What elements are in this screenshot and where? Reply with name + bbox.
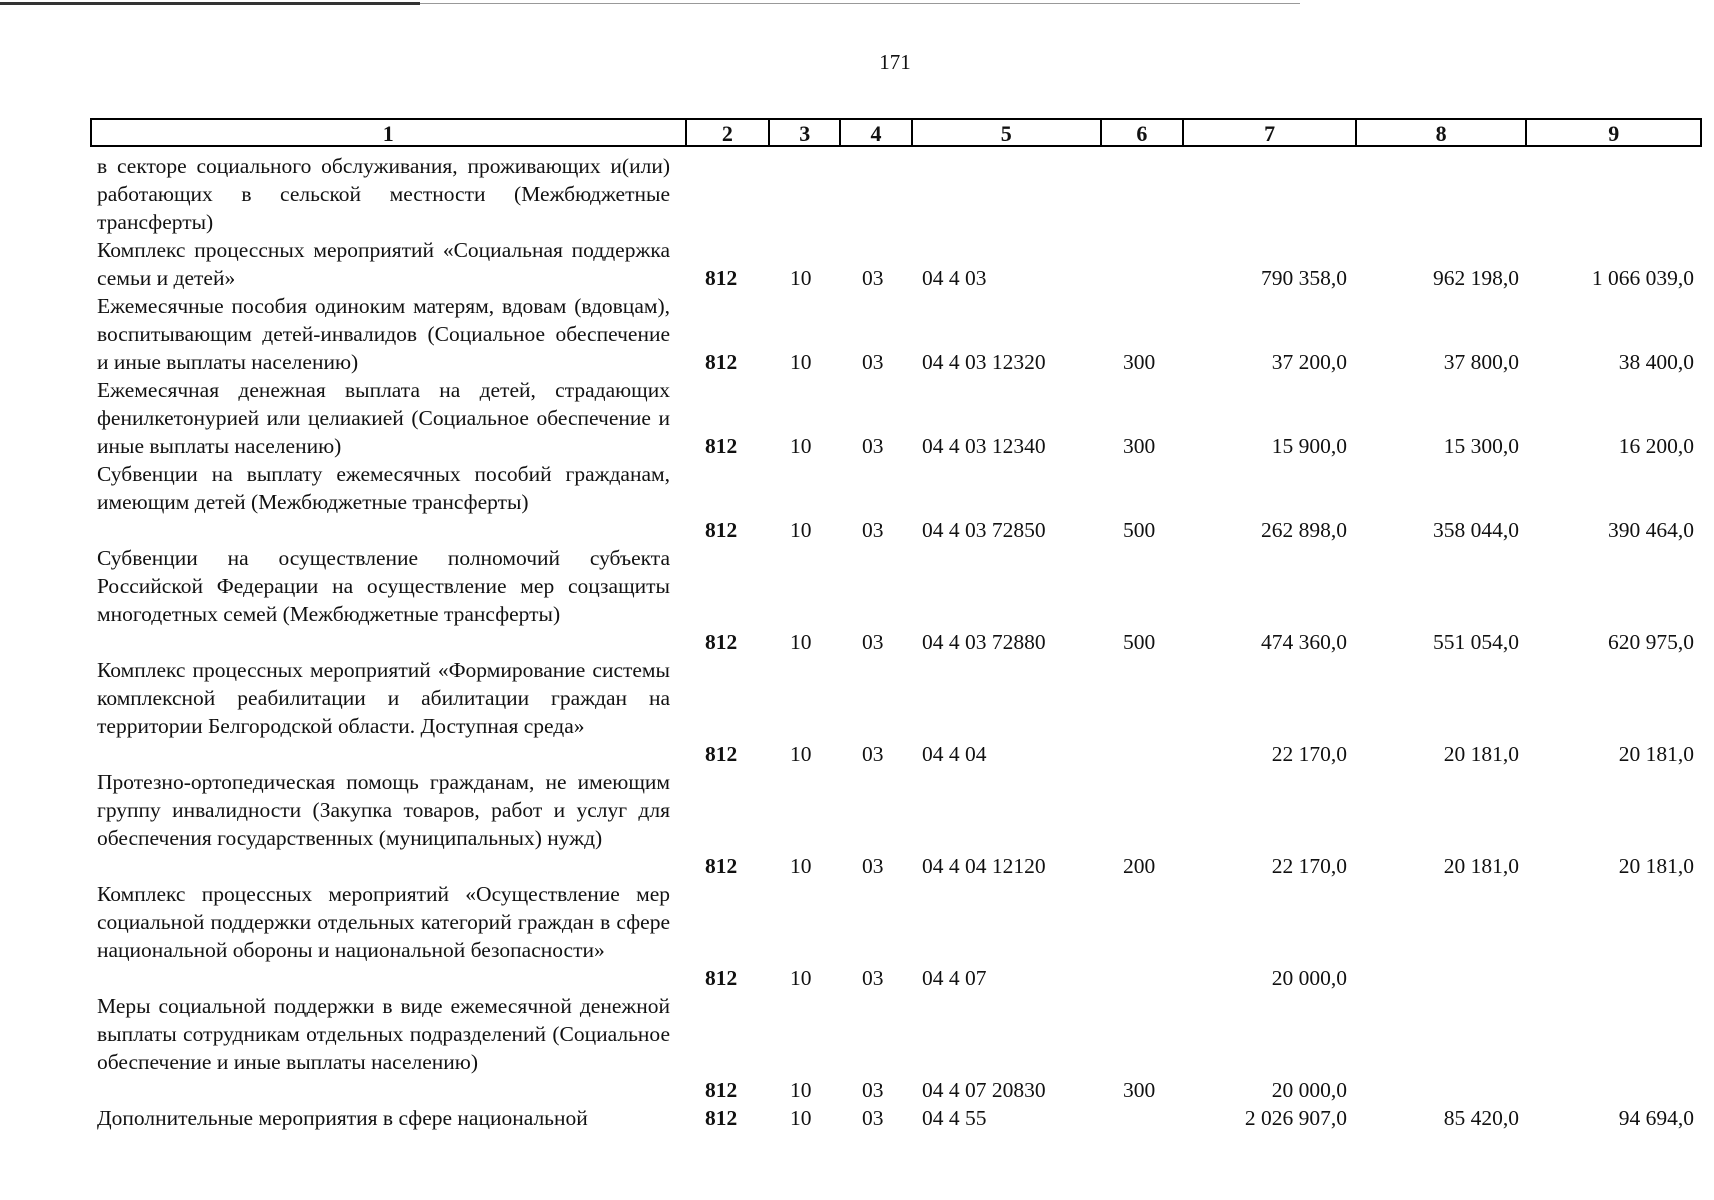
table-row	[0, 460, 1714, 544]
expense-type: 500	[1123, 518, 1156, 542]
target-article: 04 4 03 72880	[922, 630, 1046, 654]
row-description: Ежемесячная денежная выплата на детей, страдающих фенилкетонурией или целиакией (Социальное обеспечение и иные выплаты населению)	[97, 378, 670, 458]
header-col-2: 2	[687, 120, 771, 145]
expense-type: 300	[1123, 434, 1156, 458]
table-row	[0, 236, 1714, 292]
expense-type: 300	[1123, 1078, 1156, 1102]
target-article: 04 4 55	[922, 1106, 987, 1130]
row-description: Ежемесячные пособия одиноким матерям, вдовам (вдовцам), воспитывающим детей-инвалидов (Социальное обеспечение и иные выплаты населению)	[97, 294, 670, 374]
amount-year-1: 20 000,0	[1271, 966, 1347, 990]
target-article: 04 4 04	[922, 742, 987, 766]
row-description: Субвенции на осуществление полномочий субъекта Российской Федерации на осуществление мер соцзащиты многодетных семей (Межбюджетные трансферты)	[97, 546, 670, 626]
amount-year-3: 38 400,0	[1618, 350, 1694, 374]
row-description: Меры социальной поддержки в виде ежемесячной денежной выплаты сотрудникам отдельных подразделений (Социальное обеспечение и иные выплаты населению)	[97, 994, 670, 1074]
header-col-4: 4	[841, 120, 913, 145]
section-code: 10	[790, 966, 812, 990]
amount-year-1: 474 360,0	[1261, 630, 1347, 654]
amount-year-1: 15 900,0	[1271, 434, 1347, 458]
subsection-code: 03	[862, 266, 884, 290]
ministry-code: 812	[705, 1106, 738, 1130]
ministry-code: 812	[705, 966, 738, 990]
subsection-code: 03	[862, 434, 884, 458]
header-col-3: 3	[770, 120, 841, 145]
subsection-code: 03	[862, 742, 884, 766]
ministry-code: 812	[705, 350, 738, 374]
table-row	[0, 880, 1714, 992]
section-code: 10	[790, 1078, 812, 1102]
target-article: 04 4 07	[922, 966, 987, 990]
subsection-code: 03	[862, 966, 884, 990]
section-code: 10	[790, 266, 812, 290]
amount-year-2: 20 181,0	[1443, 742, 1519, 766]
target-article: 04 4 07 20830	[922, 1078, 1046, 1102]
section-code: 10	[790, 854, 812, 878]
amount-year-3: 1 066 039,0	[1591, 266, 1694, 290]
target-article: 04 4 03	[922, 266, 987, 290]
subsection-code: 03	[862, 854, 884, 878]
amount-year-1: 20 000,0	[1271, 1078, 1347, 1102]
amount-year-1: 262 898,0	[1261, 518, 1347, 542]
amount-year-1: 790 358,0	[1261, 266, 1347, 290]
amount-year-3: 20 181,0	[1618, 742, 1694, 766]
amount-year-1: 22 170,0	[1271, 742, 1347, 766]
target-article: 04 4 04 12120	[922, 854, 1046, 878]
amount-year-3: 94 694,0	[1618, 1106, 1694, 1130]
amount-year-2: 85 420,0	[1443, 1106, 1519, 1130]
amount-year-2: 551 054,0	[1433, 630, 1519, 654]
amount-year-2: 37 800,0	[1443, 350, 1519, 374]
row-description: Субвенции на выплату ежемесячных пособий гражданам, имеющим детей (Межбюджетные трансферты)	[97, 462, 670, 514]
amount-year-2: 20 181,0	[1443, 854, 1519, 878]
subsection-code: 03	[862, 630, 884, 654]
table-row	[0, 768, 1714, 880]
subsection-code: 03	[862, 350, 884, 374]
header-col-1: 1	[92, 120, 687, 145]
row-description: Комплекс процессных мероприятий «Социальная поддержка семьи и детей»	[97, 238, 670, 290]
target-article: 04 4 03 12340	[922, 434, 1046, 458]
expense-type: 500	[1123, 630, 1156, 654]
scan-edge-line	[0, 2, 420, 5]
subsection-code: 03	[862, 1078, 884, 1102]
section-code: 10	[790, 518, 812, 542]
table-row	[0, 376, 1714, 460]
row-description: Комплекс процессных мероприятий «Осуществление мер социальной поддержки отдельных категорий граждан в сфере национальной обороны и национальной безопасности»	[97, 882, 670, 962]
header-col-8: 8	[1357, 120, 1528, 145]
table-row	[0, 292, 1714, 376]
amount-year-3: 20 181,0	[1618, 854, 1694, 878]
page-number: 171	[879, 50, 911, 74]
section-code: 10	[790, 350, 812, 374]
amount-year-3: 16 200,0	[1618, 434, 1694, 458]
section-code: 10	[790, 630, 812, 654]
ministry-code: 812	[705, 434, 738, 458]
header-col-7: 7	[1184, 120, 1357, 145]
amount-year-2: 358 044,0	[1433, 518, 1519, 542]
header-col-9: 9	[1608, 121, 1620, 146]
section-code: 10	[790, 434, 812, 458]
table-row	[0, 1104, 1714, 1132]
row-description: Комплекс процессных мероприятий «Формирование системы комплексной реабилитации и абилитации граждан на территории Белгородской области. Доступная среда»	[97, 658, 670, 738]
ministry-code: 812	[705, 1078, 738, 1102]
row-description: Протезно-ортопедическая помощь гражданам, не имеющим группу инвалидности (Закупка товаров, работ и услуг для обеспечения государственных (муниципальных) нужд)	[97, 770, 670, 850]
row-description: в секторе социального обслуживания, проживающих и(или) работающих в сельской местности (Межбюджетные трансферты)	[97, 154, 670, 234]
amount-year-3: 620 975,0	[1608, 630, 1694, 654]
subsection-code: 03	[862, 1106, 884, 1130]
amount-year-2: 962 198,0	[1433, 266, 1519, 290]
target-article: 04 4 03 12320	[922, 350, 1046, 374]
amount-year-3: 390 464,0	[1608, 518, 1694, 542]
scan-edge-line-thin	[420, 3, 1300, 4]
table-row	[0, 544, 1714, 656]
table-header	[90, 118, 1702, 147]
expense-type: 200	[1123, 854, 1156, 878]
table-row	[0, 992, 1714, 1104]
header-col-6: 6	[1102, 120, 1185, 145]
ministry-code: 812	[705, 518, 738, 542]
subsection-code: 03	[862, 518, 884, 542]
header-col-5: 5	[913, 120, 1102, 145]
ministry-code: 812	[705, 742, 738, 766]
section-code: 10	[790, 742, 812, 766]
amount-year-2: 15 300,0	[1443, 434, 1519, 458]
table-row	[0, 656, 1714, 768]
amount-year-1: 22 170,0	[1271, 854, 1347, 878]
ministry-code: 812	[705, 854, 738, 878]
amount-year-1: 37 200,0	[1271, 350, 1347, 374]
row-description: Дополнительные мероприятия в сфере национальной	[97, 1106, 588, 1130]
amount-year-1: 2 026 907,0	[1244, 1106, 1347, 1130]
ministry-code: 812	[705, 266, 738, 290]
expense-type: 300	[1123, 350, 1156, 374]
target-article: 04 4 03 72850	[922, 518, 1046, 542]
ministry-code: 812	[705, 630, 738, 654]
table-row	[0, 152, 1714, 236]
section-code: 10	[790, 1106, 812, 1130]
